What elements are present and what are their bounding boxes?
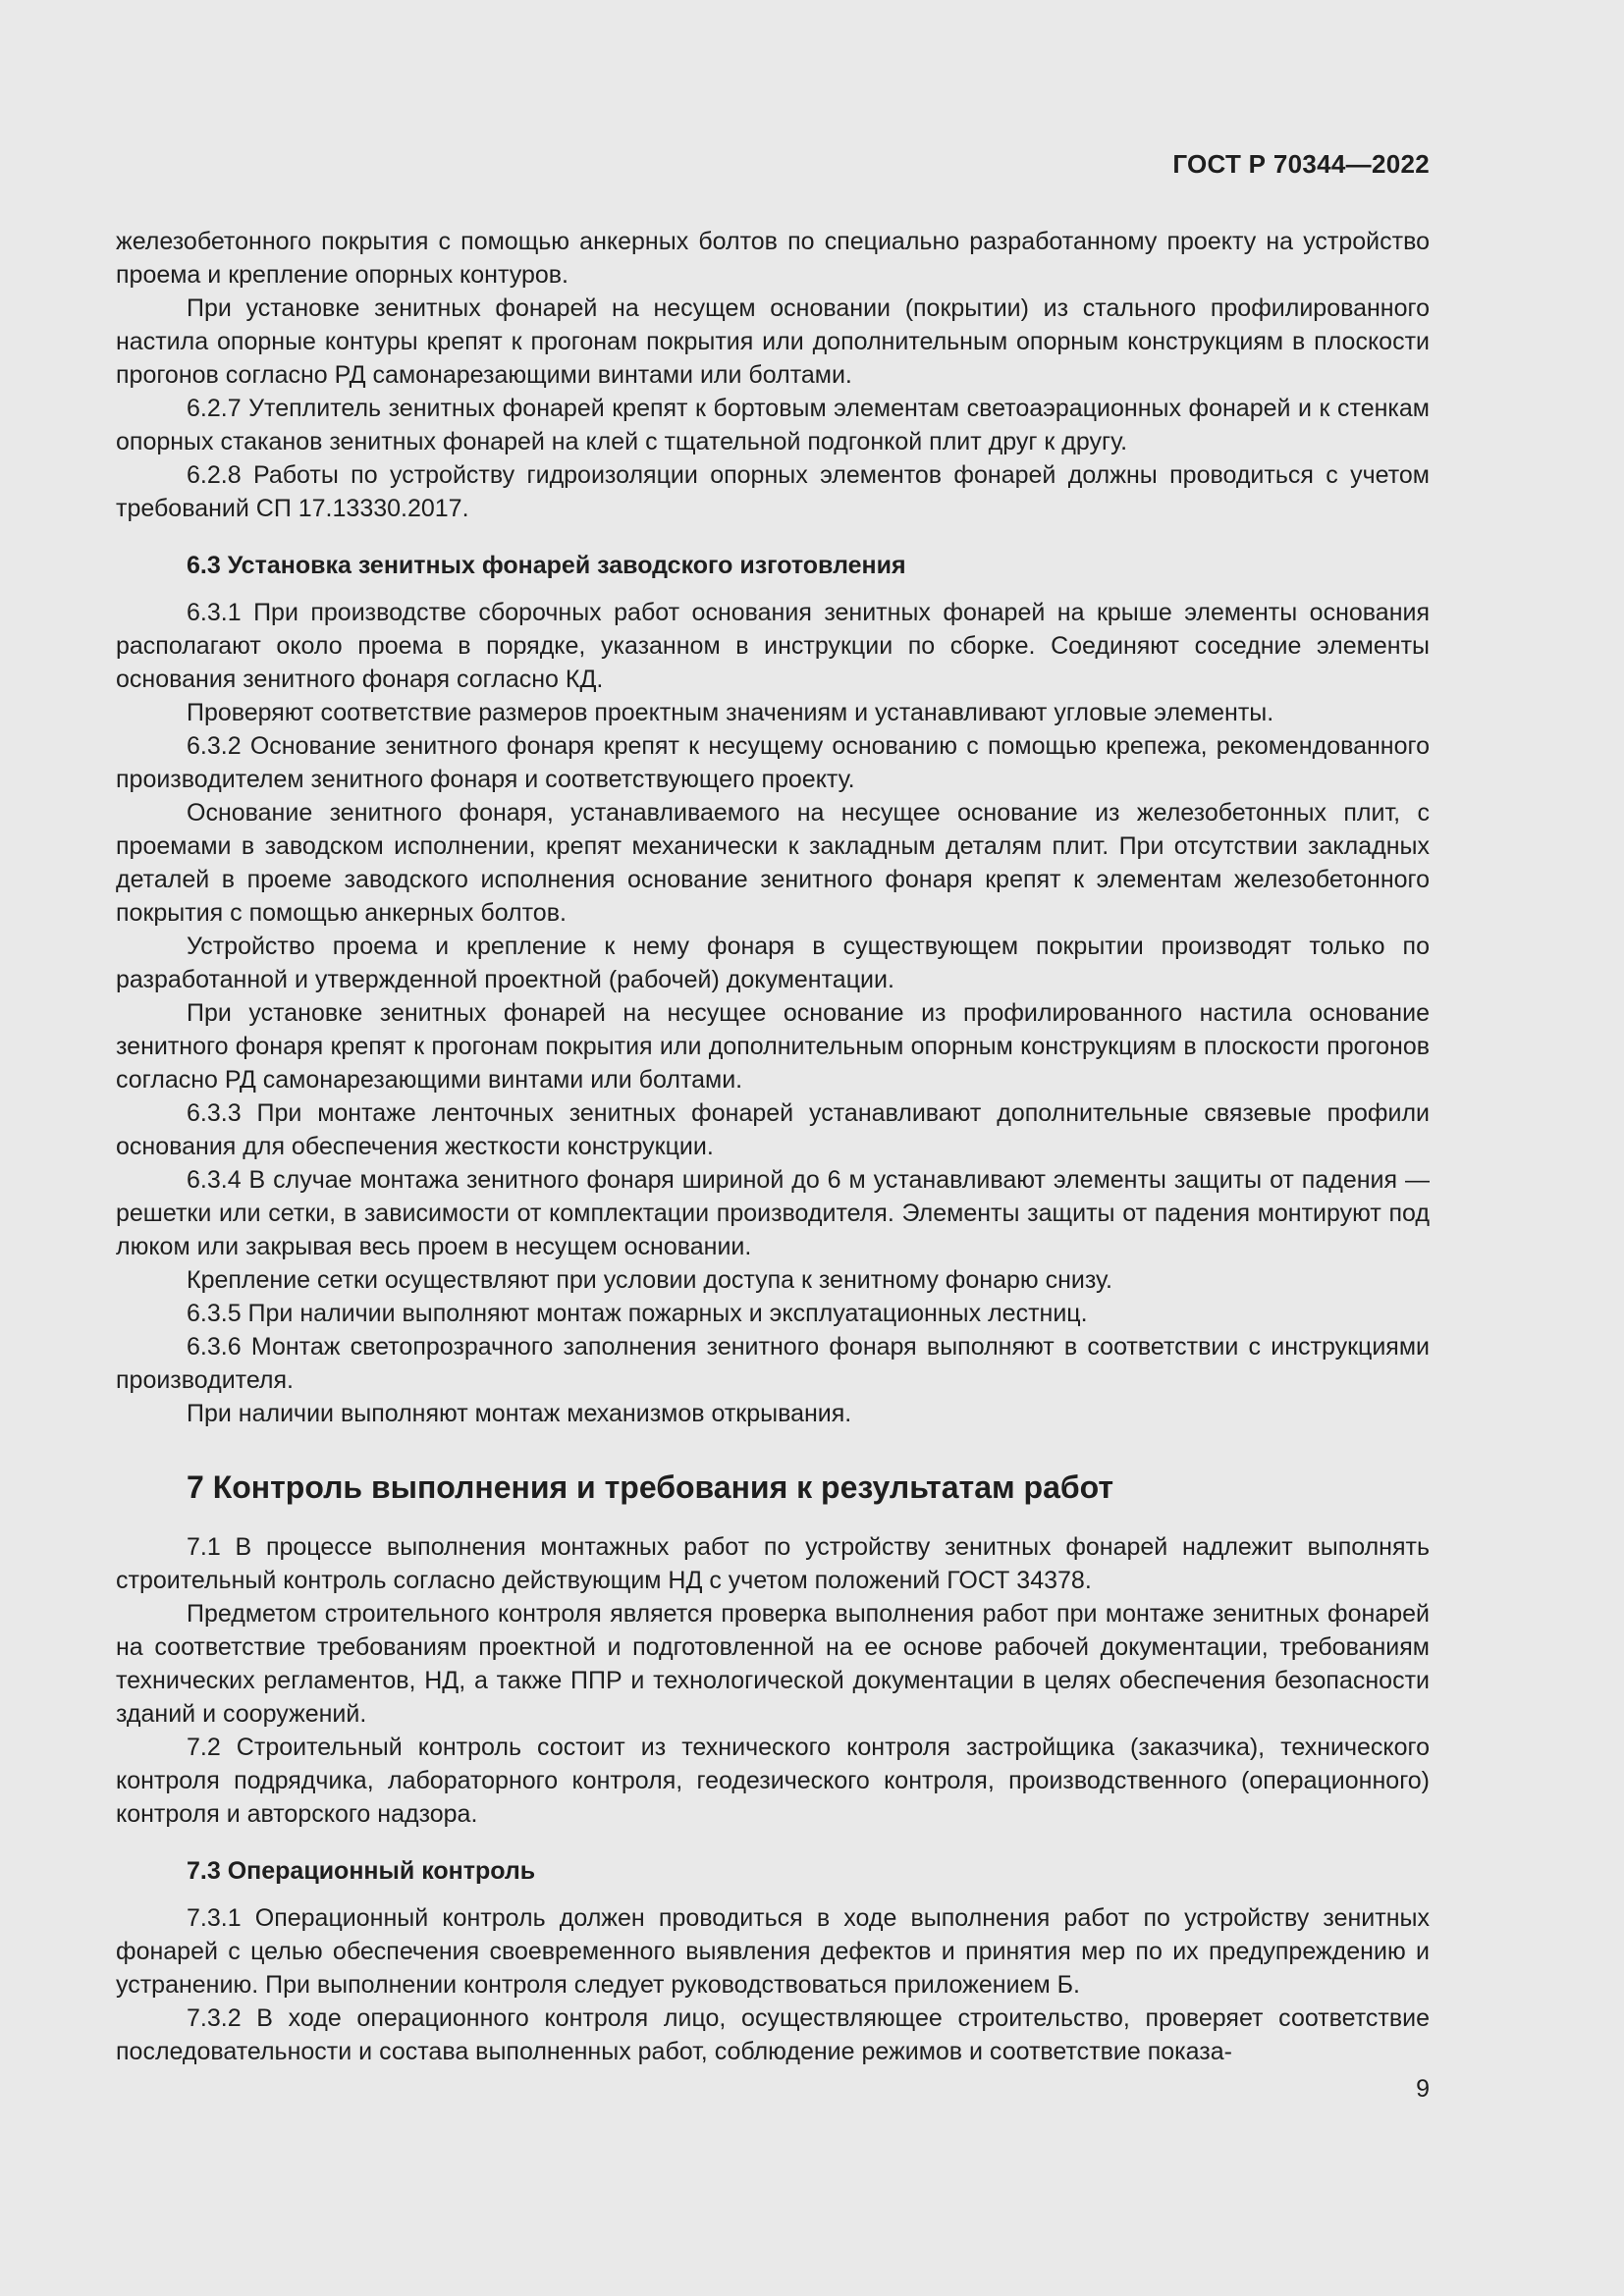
paragraph: 6.2.7 Утеплитель зенитных фонарей крепят к бортовым элементам светоаэрационных фонарей и к стенкам опорных стаканов зенитных фонарей на клей с тщательной подгонкой плит друг к другу. bbox=[116, 395, 1430, 455]
paragraph: 6.3.3 При монтаже ленточных зенитных фонарей устанавливают дополнительные связевые профили основания для обеспечения жесткости конструкции. bbox=[116, 1099, 1430, 1160]
paragraph: При установке зенитных фонарей на несущем основании (покрытии) из стального профилированного настила опорные контуры крепят к прогонам покрытия или дополнительным опорным конструкциям в плоскости прогонов согласно РД самонарезающими винтами или болтами. bbox=[116, 294, 1430, 389]
paragraph: 6.3.6 Монтаж светопрозрачного заполнения зенитного фонаря выполняют в соответствии с инструкциями производителя. bbox=[116, 1333, 1430, 1394]
paragraph: 7.3.2 В ходе операционного контроля лицо, осуществляющее строительство, проверяет соответствие последовательности и состава выполненных работ, соблюдение режимов и соответствие показа- bbox=[116, 2004, 1430, 2065]
paragraph: При установке зенитных фонарей на несущее основание из профилированного настила основание зенитного фонаря крепят к прогонам покрытия или дополнительным опорным конструкциям в плоскости прогонов согласно РД самонарезающими винтами или болтами. bbox=[116, 999, 1430, 1094]
paragraph: Основание зенитного фонаря, устанавливаемого на несущее основание из железобетонных плит, с проемами в заводском исполнении, крепят механически к закладным деталям плит. При отсутствии закладных деталей в проеме заводского исполнения основание зенитного фонаря крепят к элементам железобетонного покрытия с помощью анкерных болтов. bbox=[116, 799, 1430, 927]
paragraph: 6.3.1 При производстве сборочных работ основания зенитных фонарей на крыше элементы основания располагают около проема в порядке, указанном в инструкции по сборке. Соединяют соседние элементы основания зенитного фонаря согласно КД. bbox=[116, 599, 1430, 693]
document-standard-id: ГОСТ Р 70344—2022 bbox=[1172, 149, 1430, 179]
paragraph: Устройство проема и крепление к нему фонаря в существующем покрытии производят только по разработанной и утвержденной проектной (рабочей) документации. bbox=[116, 933, 1430, 993]
paragraph: Проверяют соответствие размеров проектным значениям и устанавливают угловые элементы. bbox=[187, 699, 1274, 726]
paragraph: 6.2.8 Работы по устройству гидроизоляции опорных элементов фонарей должны проводиться с учетом требований СП 17.13330.2017. bbox=[116, 461, 1430, 522]
paragraph: Предметом строительного контроля является проверка выполнения работ при монтаже зенитных фонарей на соответствие требованиям проектной и подготовленной на ее основе рабочей документации, требованиям технических регламентов, НД, а также ППР и технологической документации в целях обеспечения безопасности зданий и сооружений. bbox=[116, 1600, 1430, 1728]
paragraph: 7.3.1 Операционный контроль должен проводиться в ходе выполнения работ по устройству зенитных фонарей с целью обеспечения своевременного выявления дефектов и принятия мер по их предупреждению и устранению. При выполнении контроля следует руководствоваться приложением Б. bbox=[116, 1904, 1430, 1999]
document-body bbox=[116, 225, 1430, 2068]
paragraph: 7.2 Строительный контроль состоит из технического контроля застройщика (заказчика), технического контроля подрядчика, лабораторного контроля, геодезического контроля, производственного (операционного) контроля и авторского надзора. bbox=[116, 1734, 1430, 1828]
subsection-heading-7-3: 7.3 Операционный контроль bbox=[187, 1857, 536, 1885]
section-heading-7: 7 Контроль выполнения и требования к результатам работ bbox=[187, 1469, 1114, 1505]
paragraph: 6.3.4 В случае монтажа зенитного фонаря шириной до 6 м устанавливают элементы защиты от падения — решетки или сетки, в зависимости от комплектации производителя. Элементы защиты от падения монтируют под люком или закрывая весь проем в несущем основании. bbox=[116, 1166, 1430, 1260]
paragraph: 6.3.2 Основание зенитного фонаря крепят к несущему основанию с помощью крепежа, рекомендованного производителем зенитного фонаря и соответствующего проекту. bbox=[116, 732, 1430, 793]
paragraph: железобетонного покрытия с помощью анкерных болтов по специально разработанному проекту на устройство проема и крепление опорных контуров. bbox=[116, 228, 1430, 289]
subsection-heading-6-3: 6.3 Установка зенитных фонарей заводского изготовления bbox=[187, 552, 906, 579]
paragraph: 6.3.5 При наличии выполняют монтаж пожарных и эксплуатационных лестниц. bbox=[187, 1300, 1088, 1327]
paragraph: Крепление сетки осуществляют при условии доступа к зенитному фонарю снизу. bbox=[187, 1266, 1112, 1294]
paragraph: 7.1 В процессе выполнения монтажных работ по устройству зенитных фонарей надлежит выполнять строительный контроль согласно действующим НД с учетом положений ГОСТ 34378. bbox=[116, 1533, 1430, 1594]
paragraph: При наличии выполняют монтаж механизмов открывания. bbox=[187, 1400, 852, 1427]
page-number: 9 bbox=[1416, 2075, 1430, 2103]
